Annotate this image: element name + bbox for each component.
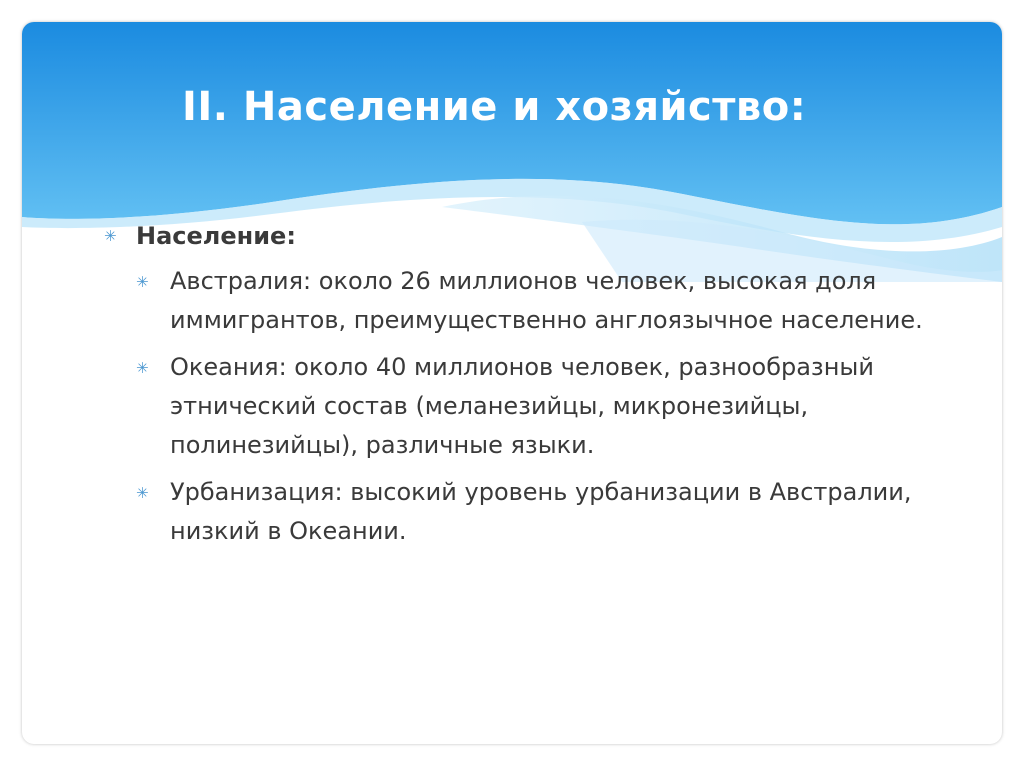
bullet-text: Австралия: около 26 миллионов человек, высокая доля иммигрантов, преимущественно англоязычное население.	[170, 267, 923, 334]
asterisk-bullet-icon: ✳	[104, 227, 117, 245]
bullet-item-population	[102, 218, 962, 254]
bullet-item-australia	[136, 262, 962, 340]
asterisk-bullet-icon: ✳	[136, 484, 149, 502]
bullet-item-oceania	[136, 348, 962, 465]
bullet-item-urbanization	[136, 473, 962, 551]
bullet-text: Население:	[136, 222, 296, 250]
slide-title: II. Население и хозяйство:	[182, 84, 807, 130]
bullet-text: Океания: около 40 миллионов человек, разнообразный этнический состав (меланезийцы, микронезийцы, полинезийцы), различные языки.	[170, 353, 874, 459]
asterisk-bullet-icon: ✳	[136, 359, 149, 377]
asterisk-bullet-icon: ✳	[136, 273, 149, 291]
slide	[22, 22, 1002, 744]
bullet-text: Урбанизация: высокий уровень урбанизации в Австралии, низкий в Океании.	[170, 478, 912, 545]
bullet-list	[102, 218, 962, 551]
